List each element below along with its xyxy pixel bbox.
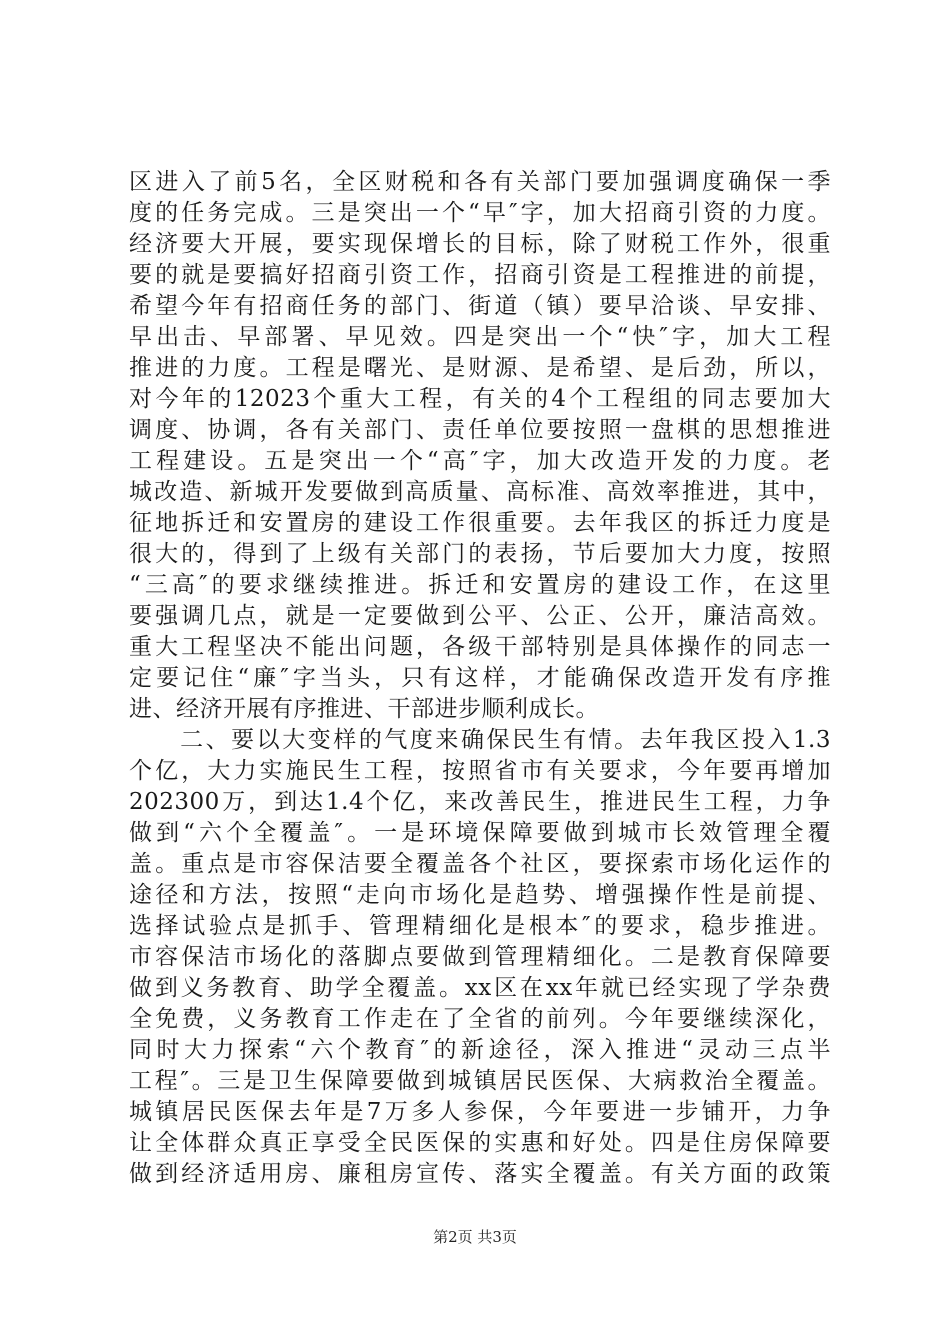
text-line: 希望今年有招商任务的部门、街道（镇）要早洽谈、早安排、 (129, 293, 831, 319)
page-number: 第2页 共3页 (433, 1228, 517, 1246)
text-line: 度的任务完成。三是突出一个“早″字，加大招商引资的力度。 (129, 200, 831, 226)
text-line: 调度、协调，各有关部门、责任单位要按照一盘棋的思想推进 (129, 417, 831, 443)
text-line: 市容保洁市场化的落脚点要做到管理精细化。二是教育保障要 (129, 944, 831, 970)
text-line: 同时大力探索“六个教育″的新途径，深入推进“灵动三点半 (129, 1037, 831, 1063)
text-line: 对今年的12023个重大工程，有关的4个工程组的同志要加大 (129, 386, 831, 412)
text-line: 征地拆迁和安置房的建设工作很重要。去年我区的拆迁力度是 (129, 510, 831, 536)
text-line: 要的就是要搞好招商引资工作，招商引资是工程推进的前提， (129, 262, 831, 288)
text-line: 途径和方法，按照“走向市场化是趋势、增强操作性是前提、 (129, 882, 831, 908)
text-line: 要强调几点，就是一定要做到公平、公正、公开，廉洁高效。 (129, 603, 831, 629)
text-line: 早出击、早部署、早见效。四是突出一个“快″字，加大工程 (129, 324, 831, 350)
text-line: 个亿，大力实施民生工程，按照省市有关要求，今年要再增加 (129, 758, 831, 784)
page-footer (0, 1227, 950, 1247)
text-line: 重大工程坚决不能出问题，各级干部特别是具体操作的同志一 (129, 634, 831, 660)
text-line: 做到“六个全覆盖″。一是环境保障要做到城市长效管理全覆 (129, 820, 831, 846)
text-line: 让全体群众真正享受全民医保的实惠和好处。四是住房保障要 (129, 1130, 831, 1156)
text-line: 城镇居民医保去年是7万多人参保，今年要进一步铺开，力争 (129, 1099, 831, 1125)
text-line: 工程″。三是卫生保障要做到城镇居民医保、大病救治全覆盖。 (129, 1068, 831, 1094)
text-line: 很大的，得到了上级有关部门的表扬，节后要加大力度，按照 (129, 541, 831, 567)
text-line: 区进入了前5名，全区财税和各有关部门要加强调度确保一季 (129, 169, 831, 195)
text-line: “三高″的要求继续推进。拆迁和安置房的建设工作，在这里 (129, 572, 831, 598)
text-line: 盖。重点是市容保洁要全覆盖各个社区，要探索市场化运作的 (129, 851, 831, 877)
text-line: 202300万，到达1.4个亿，来改善民生，推进民生工程，力争 (129, 789, 831, 815)
text-line: 二、要以大变样的气度来确保民生有情。去年我区投入1.3 (129, 727, 831, 753)
text-line: 全免费，义务教育工作走在了全省的前列。今年要继续深化， (129, 1006, 831, 1032)
text-line: 定要记住“廉″字当头，只有这样，才能确保改造开发有序推 (129, 665, 831, 691)
text-line: 推进的力度。工程是曙光、是财源、是希望、是后劲，所以， (129, 355, 831, 381)
text-line: 工程建设。五是突出一个“高″字，加大改造开发的力度。老 (129, 448, 831, 474)
text-line: 做到义务教育、助学全覆盖。xx区在xx年就已经实现了学杂费 (129, 975, 831, 1001)
text-line: 经济要大开展，要实现保增长的目标，除了财税工作外，很重 (129, 231, 831, 257)
text-line: 选择试验点是抓手、管理精细化是根本″的要求，稳步推进。 (129, 913, 831, 939)
text-line: 做到经济适用房、廉租房宣传、落实全覆盖。有关方面的政策 (129, 1161, 831, 1187)
paragraph-end-line: 进、经济开展有序推进、干部进步顺利成长。 (129, 696, 599, 722)
body-text (129, 167, 831, 1190)
text-line: 城改造、新城开发要做到高质量、高标准、高效率推进，其中， (129, 479, 831, 505)
